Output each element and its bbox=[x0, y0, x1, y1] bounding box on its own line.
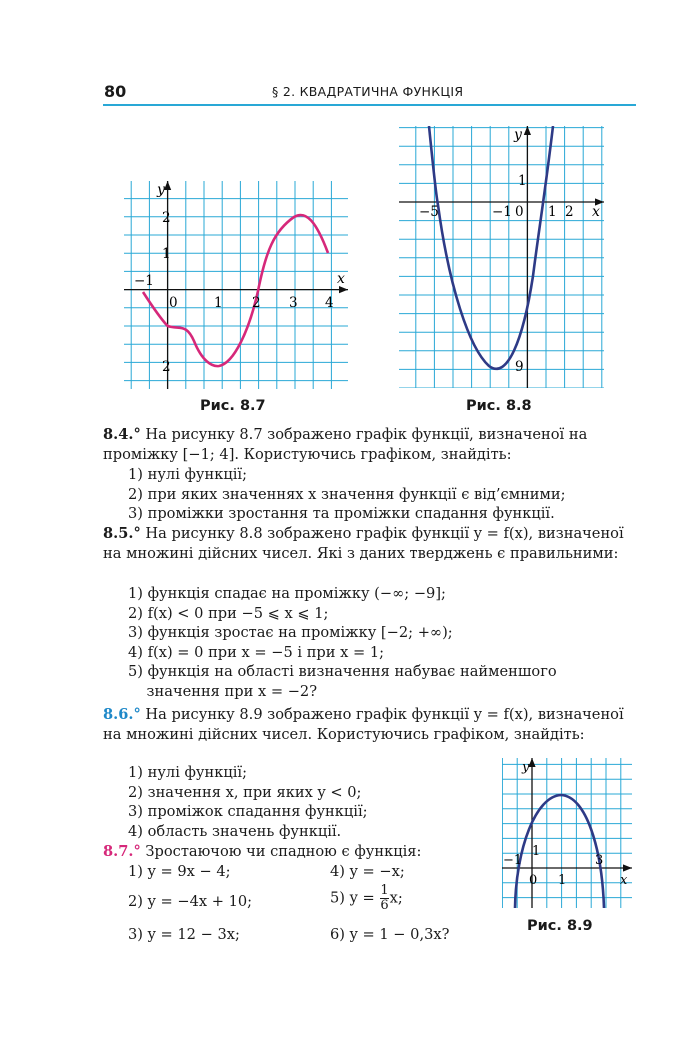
exercise-text: Зростаючою чи спадною є функція: bbox=[140, 843, 422, 860]
x-tick: 2 bbox=[252, 295, 261, 311]
fraction bbox=[380, 884, 388, 913]
equation-item bbox=[330, 884, 403, 913]
x-tick: 2 bbox=[565, 204, 574, 220]
exercise-8-4 bbox=[103, 425, 638, 464]
x-tick: 4 bbox=[325, 295, 334, 311]
figure-8-7-caption: Рис. 8.7 bbox=[200, 398, 266, 414]
x-axis-arrow bbox=[339, 286, 348, 293]
x-tick: −1 bbox=[492, 204, 512, 220]
exercise-8-4-items bbox=[128, 465, 566, 524]
exercise-number: 8.5.° bbox=[103, 525, 141, 542]
list-item: 1) нулі функції; bbox=[128, 764, 248, 781]
page-number: 80 bbox=[104, 82, 127, 101]
exercise-text: На рисунку 8.8 зображено графік функції y = f(x), визначеної на множині дійсних чисел. Які з даних тверджень є правильними: bbox=[103, 525, 624, 562]
y-axis-label: y bbox=[157, 182, 165, 198]
fraction-denominator: 6 bbox=[380, 898, 389, 913]
fraction-numerator: 1 bbox=[380, 883, 389, 898]
list-item: значення при x = −2? bbox=[128, 682, 318, 700]
y-axis-arrow bbox=[164, 181, 171, 190]
x-tick: 1 bbox=[558, 873, 567, 888]
list-item: 1) функція спадає на проміжку (−∞; −9]; bbox=[128, 585, 446, 602]
y-tick: 1 bbox=[518, 173, 527, 189]
list-item: 3) функція зростає на проміжку [−2; +∞); bbox=[128, 624, 453, 642]
list-item: 4) область значень функції. bbox=[128, 822, 342, 840]
exercise-8-5-items bbox=[128, 584, 557, 702]
list-item: 1) нулі функції; bbox=[128, 466, 248, 483]
y-tick: 2 bbox=[162, 359, 171, 375]
x-axis-arrow bbox=[623, 864, 632, 871]
figure-8-8-caption: Рис. 8.8 bbox=[466, 398, 532, 414]
exercise-8-6-items bbox=[128, 763, 368, 841]
equation-item: 6) y = 1 − 0,3x? bbox=[330, 926, 450, 943]
x-tick: 0 bbox=[529, 873, 538, 888]
y-axis-arrow bbox=[528, 758, 535, 767]
x-axis-label: x bbox=[592, 204, 600, 220]
y-tick: 9 bbox=[515, 359, 524, 375]
y-tick: 1 bbox=[162, 246, 171, 262]
x-axis-label: x bbox=[620, 873, 628, 888]
equation-item: 1) y = 9x − 4; bbox=[128, 863, 231, 880]
equation-item: 4) y = −x; bbox=[330, 863, 405, 880]
exercise-8-7 bbox=[103, 842, 483, 862]
list-item: 2) f(x) < 0 при −5 ⩽ x ⩽ 1; bbox=[128, 604, 329, 622]
x-tick: −1 bbox=[134, 273, 154, 289]
x-tick: 0 bbox=[515, 204, 524, 220]
figure-8-8-graph bbox=[399, 126, 604, 388]
x-tick: −1 bbox=[503, 853, 523, 868]
y-axis-label: y bbox=[514, 127, 522, 143]
x-axis-label: x bbox=[337, 271, 345, 287]
exercise-text: На рисунку 8.9 зображено графік функції y = f(x), визначеної на множині дійсних чисел. Користуючись графіком, знайдіть: bbox=[103, 706, 624, 743]
exercise-number: 8.6.° bbox=[103, 706, 141, 723]
list-item: 4) f(x) = 0 при x = −5 і при x = 1; bbox=[128, 643, 385, 661]
x-tick: 0 bbox=[169, 295, 178, 311]
x-tick: −5 bbox=[419, 204, 439, 220]
figure-8-9-graph bbox=[502, 758, 632, 908]
equation-item: 3) y = 12 − 3x; bbox=[128, 926, 240, 943]
x-tick: 1 bbox=[548, 204, 557, 220]
equation-lhs: 5) y = bbox=[330, 889, 375, 907]
function-curve-8-7 bbox=[143, 215, 328, 366]
exercise-number: 8.4.° bbox=[103, 426, 141, 443]
list-item: 3) проміжки зростання та проміжки спадання функції. bbox=[128, 505, 555, 523]
exercise-text: На рисунку 8.7 зображено графік функції, визначеної на проміжку [−1; 4]. Користуючись графіком, знайдіть: bbox=[103, 426, 588, 463]
section-title: § 2. КВАДРАТИЧНА ФУНКЦІЯ bbox=[272, 84, 464, 99]
equation-rhs: x; bbox=[389, 889, 403, 907]
figure-8-9-caption: Рис. 8.9 bbox=[527, 918, 593, 934]
list-item: 2) значення x, при яких y < 0; bbox=[128, 783, 362, 801]
list-item: 3) проміжок спадання функції; bbox=[128, 803, 368, 821]
x-tick: 3 bbox=[289, 295, 298, 311]
exercise-8-5 bbox=[103, 524, 638, 563]
x-tick: 3 bbox=[595, 853, 604, 868]
function-curve-8-9 bbox=[515, 795, 604, 908]
y-axis-label: y bbox=[522, 760, 530, 775]
list-item: 2) при яких значеннях x значення функції є від’ємними; bbox=[128, 485, 566, 503]
list-item: 5) функція на області визначення набуває найменшого bbox=[128, 663, 557, 681]
y-tick: 1 bbox=[532, 844, 541, 859]
x-tick: 1 bbox=[214, 295, 223, 311]
exercise-8-6 bbox=[103, 705, 638, 744]
figure-8-7-graph bbox=[124, 181, 348, 389]
y-tick: 2 bbox=[162, 210, 171, 226]
exercise-number: 8.7.° bbox=[103, 843, 141, 860]
equation-item: 2) y = −4x + 10; bbox=[128, 893, 253, 910]
header-rule bbox=[103, 104, 636, 106]
